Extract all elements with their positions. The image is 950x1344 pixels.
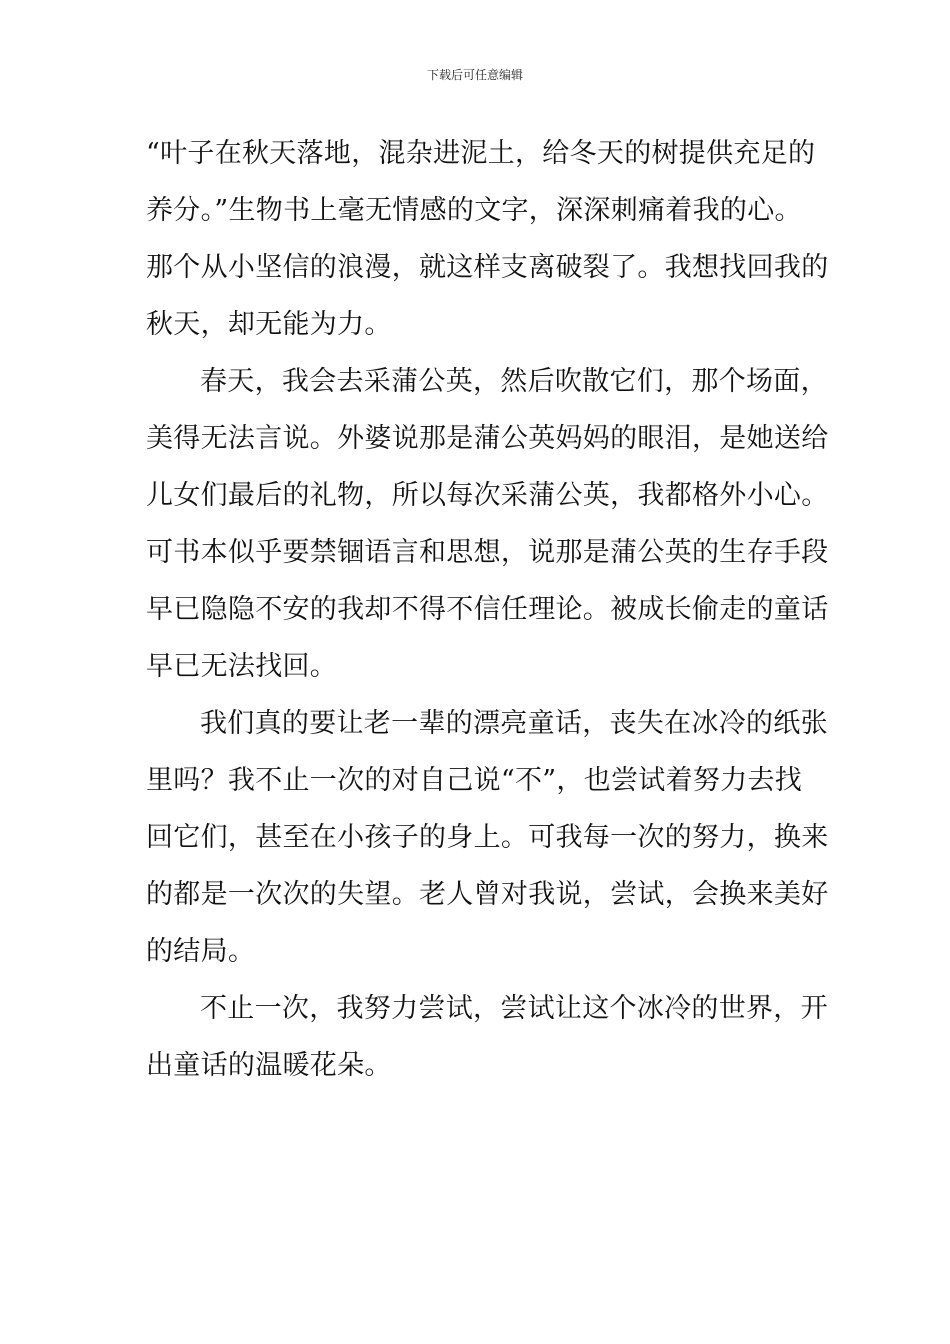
text-line: 可书本似乎要禁锢语言和思想，说那是蒲公英的生存手段 (146, 537, 829, 568)
text-line: 出童话的温暖花朵。 (146, 1050, 392, 1081)
page-header: 下载后可任意编辑 (426, 68, 523, 82)
text-line: 我们真的要让老一辈的漂亮童话，丧失在冰冷的纸张 (200, 708, 828, 739)
text-line: 回它们，甚至在小孩子的身上。可我每一次的努力，换来 (146, 822, 829, 853)
text-line: 早已无法找回。 (146, 651, 338, 682)
document-body (146, 125, 829, 1094)
text-line: “叶子在秋天落地，混杂进泥土，给冬天的树提供充足的 (146, 138, 816, 169)
text-line: 的结局。 (146, 936, 256, 967)
text-line: 的都是一次次的失望。老人曾对我说，尝试，会换来美好 (146, 879, 829, 910)
text-line: 里吗？我不止一次的对自己说“不”，也尝试着努力去找 (146, 765, 803, 796)
text-line: 儿女们最后的礼物，所以每次采蒲公英，我都格外小心。 (146, 480, 829, 511)
text-line: 早已隐隐不安的我却不得不信任理论。被成长偷走的童话 (146, 594, 829, 625)
text-line: 不止一次，我努力尝试，尝试让这个冰冷的世界，开 (200, 993, 828, 1024)
text-line: 养分。”生物书上毫无情感的文字，深深刺痛着我的心。 (146, 195, 802, 226)
text-line: 美得无法言说。外婆说那是蒲公英妈妈的眼泪，是她送给 (146, 423, 829, 454)
text-line: 秋天，却无能为力。 (146, 309, 392, 340)
text-line: 那个从小坚信的浪漫，就这样支离破裂了。我想找回我的 (146, 252, 829, 283)
text-line: 春天，我会去采蒲公英，然后吹散它们，那个场面， (200, 366, 828, 397)
